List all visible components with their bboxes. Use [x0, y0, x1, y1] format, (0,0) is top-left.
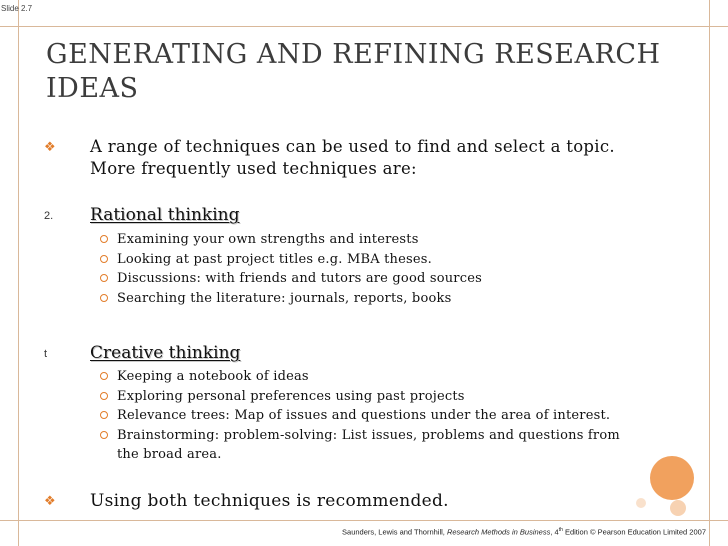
- circle-bullet-icon: [100, 255, 108, 263]
- rational-thinking-list: [100, 230, 660, 308]
- circle-bullet-icon: [100, 274, 108, 282]
- circle-bullet-icon: [100, 431, 108, 439]
- circle-bullet-icon: [100, 392, 108, 400]
- list-item: Keeping a notebook of ideas: [100, 367, 660, 387]
- circle-bullet-icon: [100, 372, 108, 380]
- circle-bullet-icon: [100, 294, 108, 302]
- creative-thinking-list: [100, 367, 660, 465]
- decorative-circle: [650, 456, 694, 500]
- list-item: Examining your own strengths and interests: [100, 230, 660, 250]
- circle-bullet-icon: [100, 411, 108, 419]
- list-item: Looking at past project titles e.g. MBA theses.: [100, 250, 660, 270]
- slide-title: GENERATING AND REFINING RESEARCH IDEAS: [46, 39, 661, 104]
- slide-number: Slide 2.7: [1, 4, 33, 13]
- list-marker: t: [44, 348, 48, 360]
- list-number: 2.: [44, 210, 54, 222]
- bullet-icon: ❖: [44, 140, 56, 155]
- list-item: Brainstorming: problem-solving: List issues, problems and questions from the broad area.: [100, 426, 637, 465]
- list-item: Relevance trees: Map of issues and questions under the area of interest.: [100, 406, 660, 426]
- bullet-icon: ❖: [44, 494, 56, 509]
- frame-line-left: [18, 0, 19, 546]
- frame-line-top: [0, 26, 728, 27]
- creative-thinking-heading: Creative thinking: [90, 343, 241, 363]
- footer-citation: Saunders, Lewis and Thornhill, Research Methods in Business, 4th Edition © Pearson Education Limited 2007: [342, 527, 706, 537]
- list-item: Searching the literature: journals, reports, books: [100, 289, 660, 309]
- frame-line-bottom: [0, 520, 728, 521]
- decorative-circle-small: [670, 500, 686, 516]
- circle-bullet-icon: [100, 235, 108, 243]
- intro-text: A range of techniques can be used to find and select a topic. More frequently used techniques are:: [90, 137, 615, 178]
- list-item: Discussions: with friends and tutors are good sources: [100, 269, 660, 289]
- decorative-circle-tiny: [636, 498, 646, 508]
- list-item: Exploring personal preferences using past projects: [100, 387, 660, 407]
- rational-thinking-heading: Rational thinking: [90, 205, 240, 225]
- closing-text: Using both techniques is recommended.: [90, 491, 449, 511]
- frame-line-right: [709, 0, 710, 546]
